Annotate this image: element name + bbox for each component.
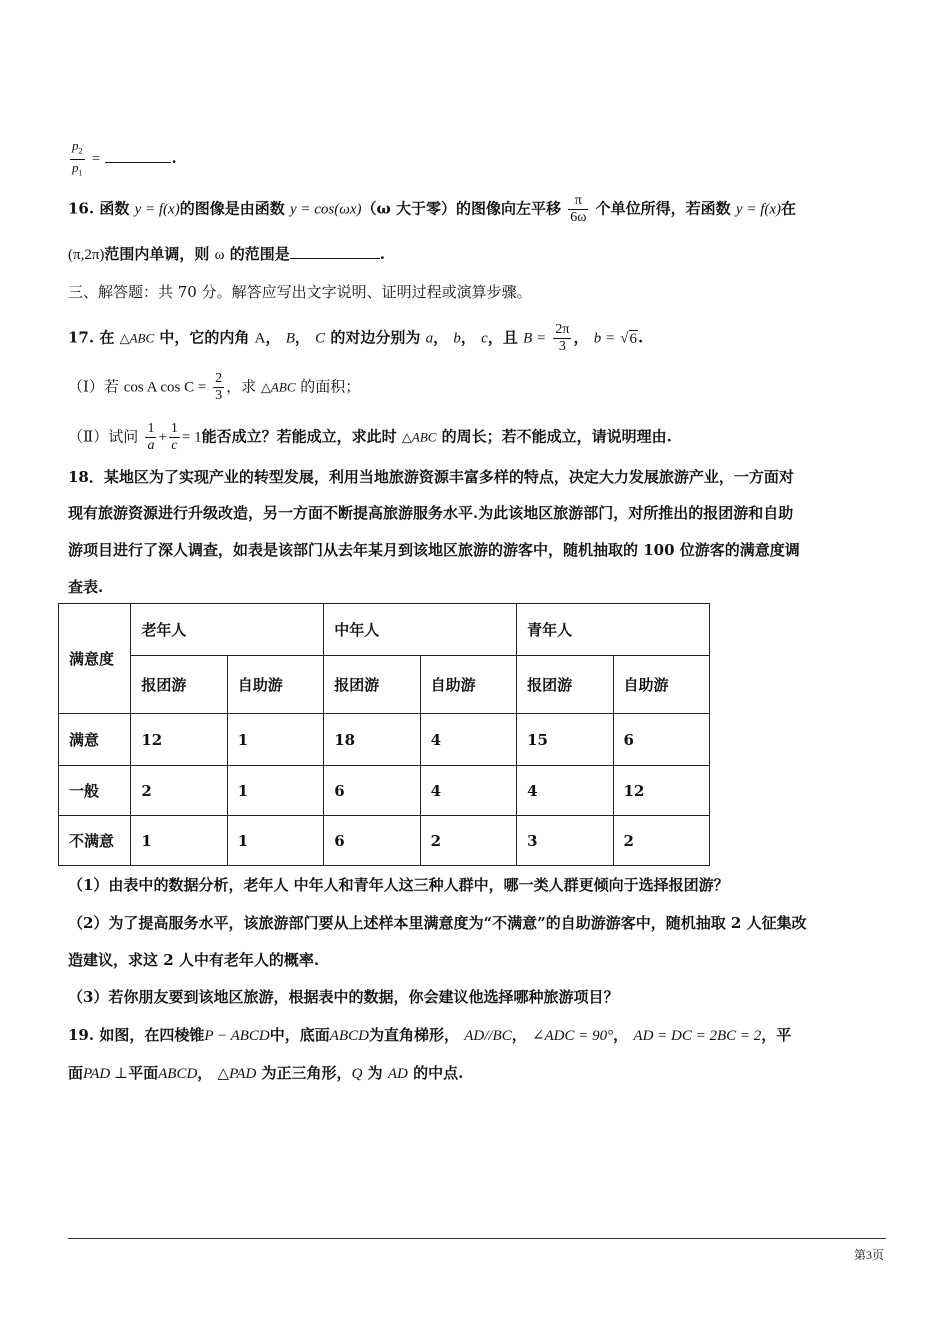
q17-part2-f2-num: 1 [170,421,178,436]
table-header-row-2 [59,656,710,714]
q17-b-fraction [553,322,571,355]
p-numerator-sub: 2 [78,146,83,156]
q17-part2-plus: + [158,429,167,446]
q19-text-1: 如图，在四棱锥 [99,1026,205,1044]
table-cell: 15 [517,714,613,766]
question-18-line-4: 查表. [68,578,104,596]
q17-part2-f2-den: c [171,438,178,453]
sub-header: 报团游 [131,656,227,714]
row-label: 满意 [59,714,131,766]
q16-text-4: 个单位所得，若函数 [595,199,731,218]
q17-part2-label: （Ⅱ）试问 [68,427,139,446]
q17-b-equals: B = [523,330,547,347]
table-cell: 12 [613,766,709,816]
q17-part2-triangle: △ABC [401,429,437,445]
q19-text-2: 中，底面 [269,1026,330,1044]
q16-shift-fraction [568,193,588,226]
q19-l2-triangle: △PAD [217,1066,257,1082]
table-cell: 2 [613,816,709,866]
table-cell: 1 [131,816,227,866]
p-denominator-sub: 1 [78,168,83,178]
q17-frac-den: 3 [558,339,566,354]
q17-sep-5: ， [573,328,589,347]
question-17-stem [68,322,886,355]
q17-part1-fraction [213,371,224,404]
section-3-heading: 三、解答题：共 70 分。解答应写出文字说明、证明过程或演算步骤。 [68,283,532,301]
q17-number: 17. [68,328,95,347]
q17-side-b: b [453,330,461,347]
q16-math-1: y = f(x) [134,201,180,218]
q17-sep-2: ， [294,328,310,347]
q17-angle-c: C [315,330,326,347]
sub-header: 自助游 [613,656,709,714]
q17-part2-text-2: 的周长；若不能成立，请说明理由. [441,427,672,446]
question-17-part-1 [68,371,886,404]
q19-l2-text-4: 为正三角形， [261,1064,352,1082]
q17-part1-triangle: △ABC [260,379,296,395]
q19-lengths: AD = DC = 2BC = 2 [633,1028,762,1044]
q17-part1-frac-num: 2 [215,371,223,386]
question-19-line-2 [68,1062,886,1085]
q17-sep-1: ， [265,328,281,347]
q19-l2-text-6: 的中点. [413,1064,464,1082]
table-cell: 12 [131,714,227,766]
q16-text-3: （ω 大于零）的图像向左平移 [361,199,561,218]
table-cell: 1 [227,714,323,766]
q17-triangle: △ABC [119,330,155,346]
table-row [59,816,710,866]
q16-frac-num: π [568,193,588,210]
q17-part2-text: 能否成立？若能成立，求此时 [201,427,397,446]
q16-text-2: 的图像是由函数 [179,199,285,218]
q19-text-4: ，平 [761,1026,792,1044]
p-numerator: p [72,138,79,153]
q19-l2-text-5: 为 [367,1064,383,1082]
question-18-line-2: 现有旅游资源进行升级改造，另一方面不断提高旅游服务水平.为此该地区旅游部门，对所推出的报团游和自助 [68,504,794,522]
table-cell: 2 [131,766,227,816]
q19-l2-text-1: 面 [68,1064,84,1082]
q17-part2-f1-den: a [147,438,155,453]
table-cell: 18 [324,714,420,766]
q19-pyramid: P − ABCD [204,1028,270,1044]
equals-sign: = [91,151,101,168]
q19-l2-ad: AD [387,1066,408,1082]
q19-l2-perp: PAD ⊥ [83,1066,129,1082]
q19-parallel: AD//BC [464,1028,512,1044]
q17-side-a: a [425,330,434,347]
question-18-sub-1: （1）由表中的数据分析，老年人 中年人和青年人这三种人群中，哪一类人群更倾向于选择报团游？ [68,876,729,894]
q17-part1-math: cos A cos C = [123,379,207,396]
question-18-line-1: 18．某地区为了实现产业的转型发展，利用当地旅游资源丰富多样的特点，决定大力发展旅游产业，一方面对 [68,468,794,486]
q17-text-2: 中，它的内角 [159,328,250,347]
footer-divider [68,1238,886,1239]
q17-part2-f1-num: 1 [147,421,155,436]
q17-angle-b: B [285,330,295,347]
q17-part2-equals: = 1 [181,429,202,446]
question-18-sub-2b: 造建议，求这 2 人中有老年人的概率. [68,951,320,969]
table-header-row-1 [59,604,710,656]
q17-part1-text-2: 的面积； [300,377,361,396]
p-ratio-fraction [70,138,85,180]
q17-sqrt-value: 6 [629,330,638,347]
q19-l2-plane: ABCD [158,1066,198,1082]
q19-number: 19. [68,1026,95,1044]
p-denominator: p [72,159,79,175]
table-row [59,714,710,766]
fraction-blank-line [68,138,886,180]
period: . [171,149,177,168]
q16-math-2: y = cos(ωx) [289,201,362,218]
table-cell: 6 [324,816,420,866]
q16-answer-blank[interactable] [290,244,380,259]
question-19-line-1 [68,1024,886,1047]
q16-text-5: 在 [781,199,797,218]
group-header: 青年人 [517,604,710,656]
q16-frac-den: 6ω [570,210,587,225]
q19-text-3: 为直角梯形， [368,1026,459,1044]
q17-side-c: c [481,330,488,347]
sub-header: 报团游 [517,656,613,714]
q19-angle: ∠ADC = 90° [531,1028,614,1044]
q17-part1-label: （Ⅰ）若 [68,377,119,396]
answer-blank[interactable] [105,148,171,163]
q16-interval: (π,2π) [68,247,105,263]
question-16-line-2 [68,243,886,266]
q16-text-6: 范围内单调，则 [104,245,210,263]
question-18-line-3: 游项目进行了深人调查，如表是该部门从去年某月到该地区旅游的游客中，随机抽取的 100 位游客的满意度调 [68,541,800,559]
q17-text-3: 的对边分别为 [330,328,421,347]
q17-text-4: ，且 [487,328,518,347]
q16-text-7: 的范围是 [229,245,290,263]
question-18-sub-2a: （2）为了提高服务水平，该旅游部门要从上述样本里满意度为“不满意”的自助游游客中，随机抽取 2 人征集改 [68,914,807,932]
q17-part1-text: ，求 [226,377,257,396]
q17-part2-fraction-2 [169,421,180,454]
q19-l2-text-2: 平面 [128,1064,159,1082]
q19-sep-2: ， [613,1026,629,1044]
question-16-line-1 [68,193,886,226]
table-cell: 3 [517,816,613,866]
group-header: 老年人 [131,604,324,656]
q19-sep-1: ， [511,1026,527,1044]
sub-header: 自助游 [227,656,323,714]
q17-part2-fraction-1 [145,421,156,454]
table-corner: 满意度 [59,604,131,714]
table-cell: 4 [517,766,613,816]
table-cell: 2 [420,816,516,866]
q16-period: . [379,245,385,263]
page-number: 第3页 [853,1248,884,1262]
group-header: 中年人 [324,604,517,656]
sub-header: 自助游 [420,656,516,714]
q17-sep-4: ， [460,328,476,347]
q17-period: . [638,328,644,347]
q17-text-1: 在 [99,328,115,347]
table-cell: 1 [227,766,323,816]
q16-omega: ω [214,247,225,263]
q17-angle-a: A [254,330,266,347]
q17-part1-frac-den: 3 [215,388,223,403]
q17-side-b-equals: b = [593,330,616,347]
q16-number: 16. [68,199,95,218]
table-cell: 6 [324,766,420,816]
question-17-part-2 [68,421,886,454]
q16-text-1: 函数 [99,199,130,218]
q17-sep-3: ， [433,328,449,347]
table-cell: 4 [420,766,516,816]
q17-sqrt: √6 [620,330,638,347]
table-row [59,766,710,816]
table-cell: 6 [613,714,709,766]
satisfaction-table [58,603,710,866]
table-cell: 4 [420,714,516,766]
q17-frac-num: 2π [555,322,570,337]
row-label: 不满意 [59,816,131,866]
sub-header: 报团游 [324,656,420,714]
q16-math-3: y = f(x) [735,201,782,218]
row-label: 一般 [59,766,131,816]
table-cell: 1 [227,816,323,866]
q19-base: ABCD [329,1028,369,1044]
question-18-sub-3: （3）若你朋友要到该地区旅游，根据表中的数据，你会建议他选择哪种旅游项目？ [68,988,619,1006]
q19-l2-q: Q [351,1066,363,1082]
q19-l2-text-3: ， [197,1064,213,1082]
